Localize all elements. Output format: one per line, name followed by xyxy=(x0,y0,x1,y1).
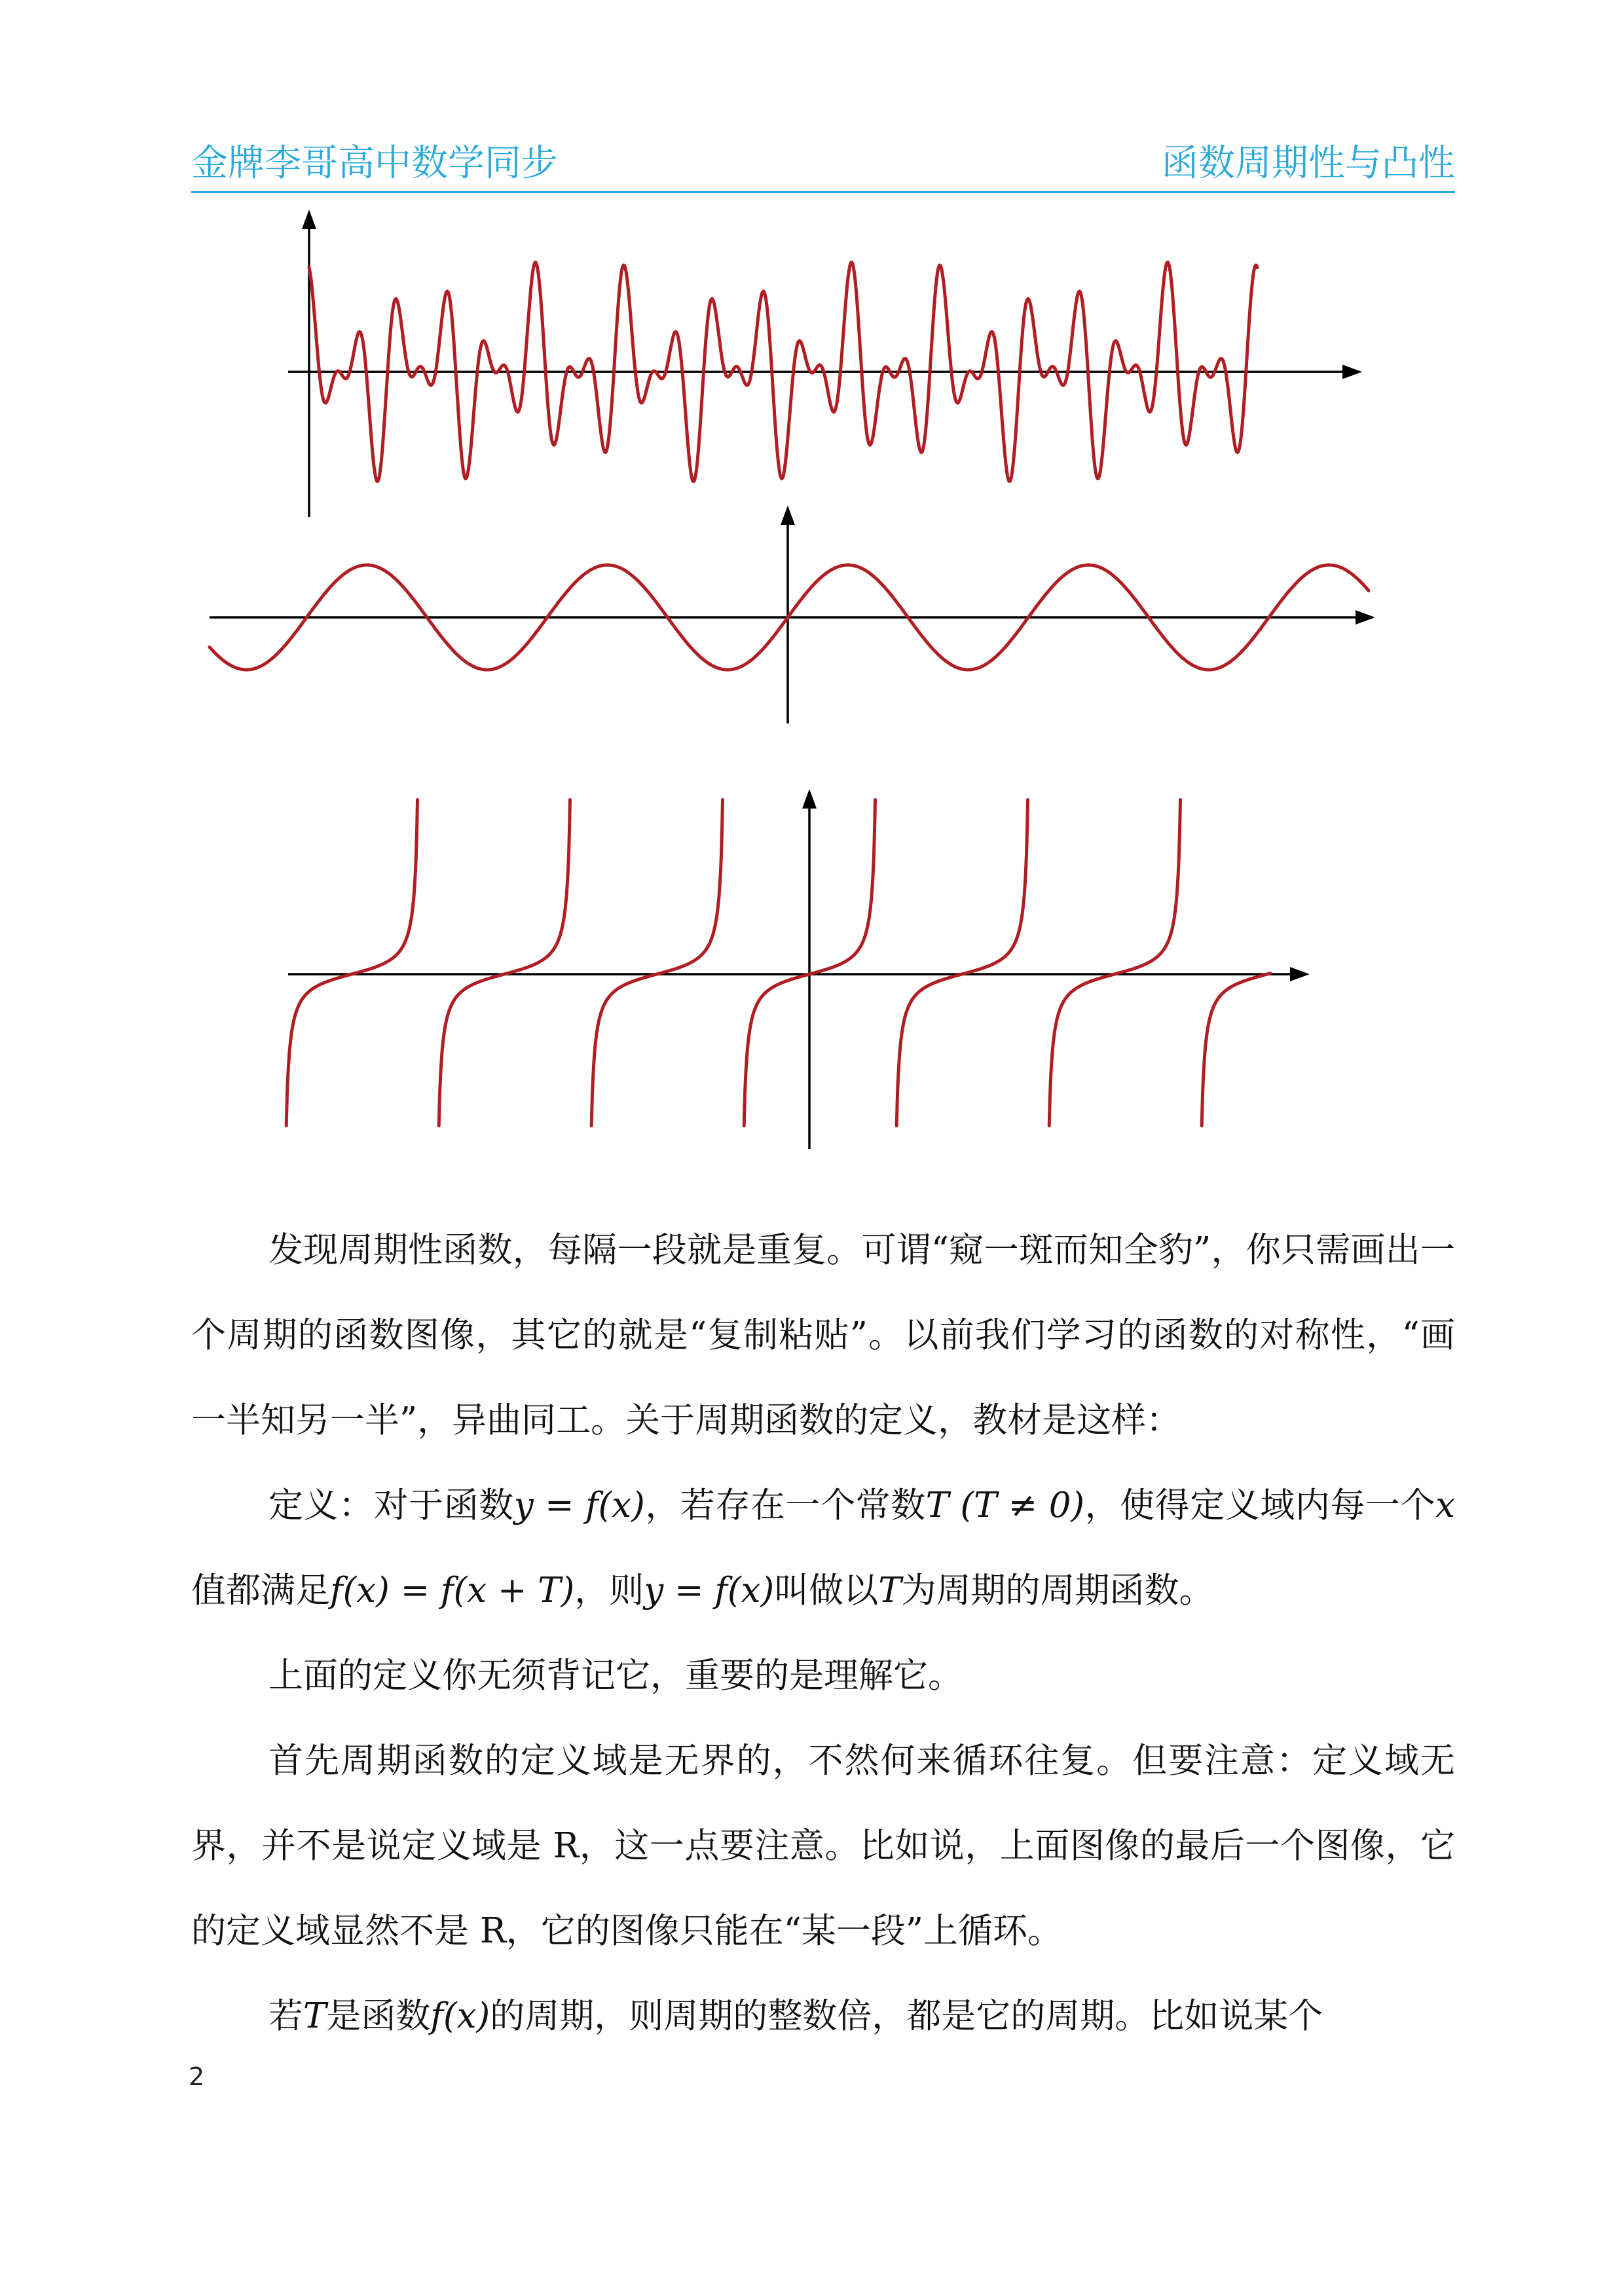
math-y-equals-fx-2: y = f(x) xyxy=(644,1571,775,1611)
fig3-branch xyxy=(439,800,570,1126)
multiples-text-1: 若 xyxy=(268,1996,303,2036)
figure-tangent-like-branches xyxy=(275,779,1336,1159)
math-T-period: T xyxy=(878,1571,902,1611)
math-y-equals-fx: y = f(x) xyxy=(513,1485,645,1525)
fig3-branch xyxy=(1202,974,1270,1126)
fig1-x-arrow xyxy=(1342,365,1362,379)
definition-text-3: ，使得定义域内每一个 xyxy=(1084,1485,1436,1525)
fig3-x-arrow xyxy=(1290,967,1310,981)
page-number: 2 xyxy=(189,2062,205,2091)
multiples-text-3: 的周期，则周期的整数倍，都是它的周期。比如说某个 xyxy=(490,1996,1323,2036)
definition-text-6: 叫做以 xyxy=(774,1571,879,1611)
fig1-y-arrow xyxy=(302,210,316,229)
paragraph-multiples xyxy=(191,1974,1455,2059)
fig2-y-arrow xyxy=(781,505,795,525)
fig2-x-arrow xyxy=(1356,610,1375,625)
fig3-branch xyxy=(286,800,417,1126)
fig3-branches xyxy=(286,800,1270,1126)
math-fx: f(x) xyxy=(430,1996,490,2036)
paragraph-definition xyxy=(191,1463,1455,1633)
paragraph-intro: 发现周期性函数，每隔一段就是重复。可谓“窥一斑而知全豹”，你只需画出一个周期的函数图像，其它的就是“复制粘贴”。以前我们学习的函数的对称性，“画一半知另一半”，异曲同工。关于周期函数的定义，教材是这样： xyxy=(191,1230,1455,1440)
header-chapter-title: 函数周期性与凸性 xyxy=(1162,142,1455,185)
definition-text-4: 值都满足 xyxy=(191,1571,330,1611)
definition-text-2: ，若存在一个常数 xyxy=(644,1485,926,1525)
math-periodic-identity: f(x) = f(x + T) xyxy=(330,1571,575,1611)
header-book-title: 金牌李哥高中数学同步 xyxy=(191,142,558,185)
paragraph-domain: 首先周期函数的定义域是无界的，不然何来循环往复。但要注意：定义域无界，并不是说定义域是 R，这一点要注意。比如说，上面图像的最后一个图像，它的定义域显然不是 R，它的图像只能在“某一段”上循环。 xyxy=(191,1741,1455,1951)
fig3-y-arrow xyxy=(802,789,817,809)
definition-text-7: 为周期的周期函数。 xyxy=(901,1571,1214,1611)
fig3-branch xyxy=(1049,800,1180,1126)
math-x: x xyxy=(1435,1485,1456,1525)
header-rule xyxy=(191,191,1455,193)
fig3-branch xyxy=(896,800,1027,1126)
fig3-branch xyxy=(591,800,722,1126)
paragraph-understand: 上面的定义你无须背记它，重要的是理解它。 xyxy=(268,1656,963,1696)
math-T: T xyxy=(303,1996,327,2036)
math-T-nonzero: T (T ≠ 0) xyxy=(925,1485,1085,1525)
body-text xyxy=(191,1208,1455,2059)
multiples-text-2: 是函数 xyxy=(326,1996,431,2036)
definition-text-5: ，则 xyxy=(574,1571,644,1611)
figure-sine-wave xyxy=(196,498,1388,733)
definition-text-1: 定义：对于函数 xyxy=(268,1485,514,1525)
figure-irregular-periodic-wave xyxy=(275,203,1375,530)
